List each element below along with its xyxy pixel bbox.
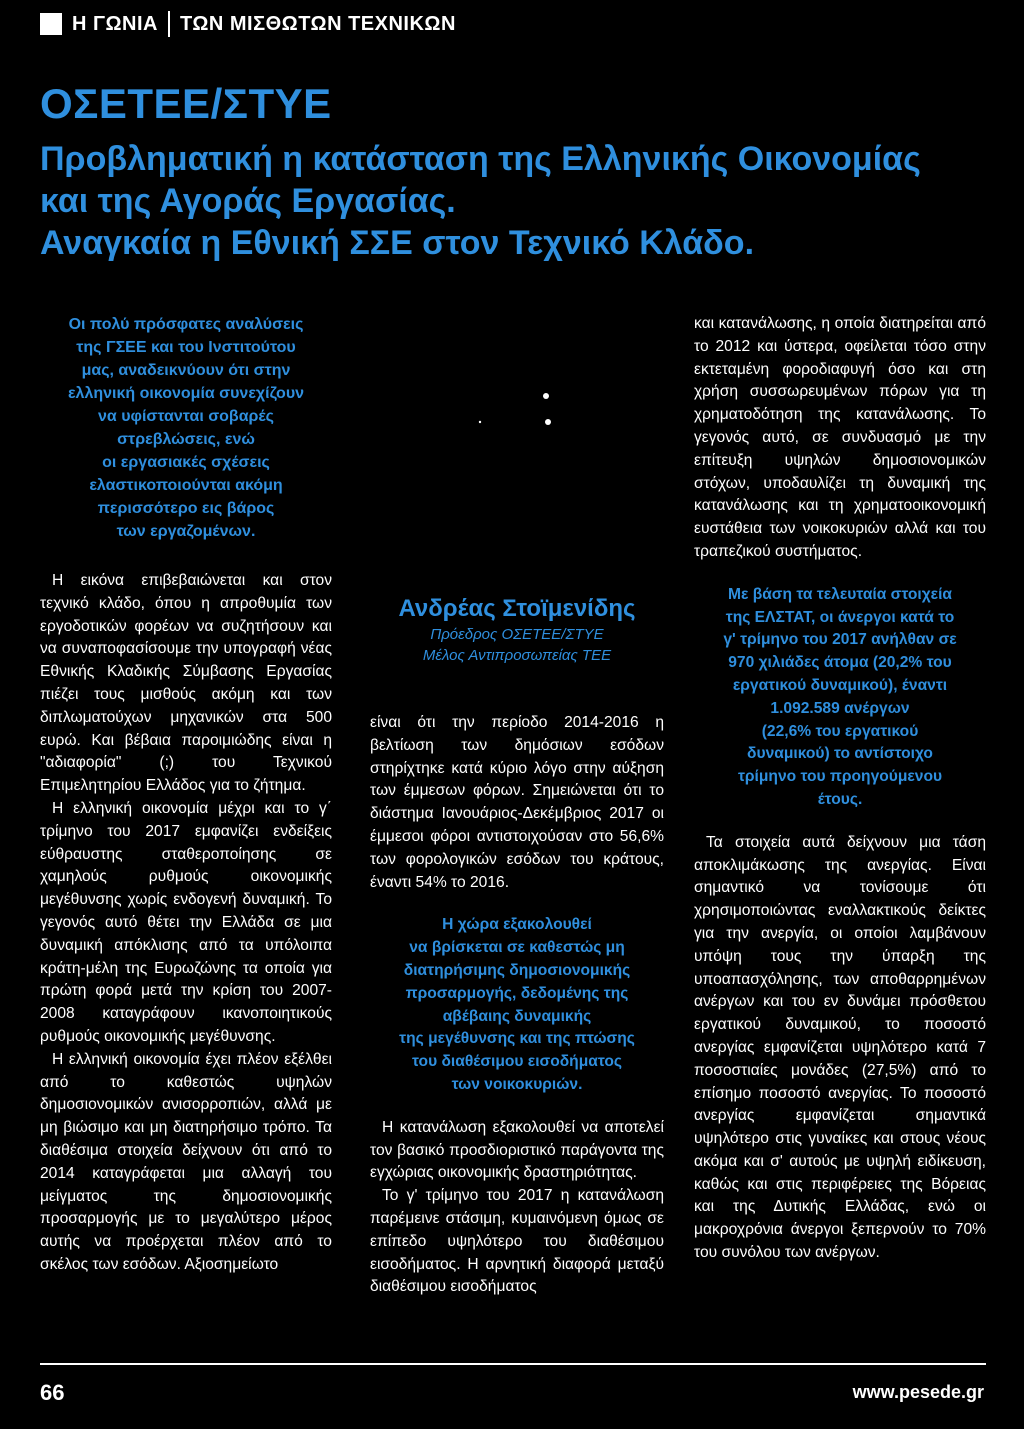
column-1 — [40, 570, 332, 1277]
body-paragraph: Η ελληνική οικονομία μέχρι και το γ΄ τρίμηνο του 2017 εμφανίζει ενδείξεις εύθραυστης σταθεροποίησης σε χαμηλούς ρυθμούς οικονομικής μεγέθυνσης χωρίς ενδογενή δυναμική. Το γεγονός αυτό θέτει την Ελλάδα σε μια δυναμική απόκλισης από τα υπόλοιπα κράτη-μέλη της Ευρωζώνης τα οποία για πρώτη φορά μετά την κρίση του 2007-2008 καταγράφουν ικανοποιητικούς ρυθμούς οικονομικής μεγέθυνσης. — [40, 799, 332, 1045]
headline-line: Αναγκαία η Εθνική ΣΣΕ στον Τεχνικό Κλάδο. — [40, 224, 755, 262]
body-paragraph: Η ελληνική οικονομία έχει πλέον εξέλθει από το καθεστώς υψηλών δημοσιονομικών ανισορροπιών, αλλά με μη βιώσιμο και μη διατηρήσιμο τρόπο. Τα διαθέσιμα στοιχεία δείχνουν ότι από το 2014 καταγράφεται μια αλλαγή του μείγματος της δημοσιονομικής προσαρμογής με το μεγαλύτερο μέρος αυτής να προέρχεται πλέον από το σκέλος των εσόδων. Αξιοσημείωτο — [40, 1050, 332, 1273]
pull-quote-line: των νοικοκυριών. — [451, 1075, 583, 1093]
section-label-left: Η ΓΩΝΙΑ — [72, 12, 158, 35]
pull-quote — [694, 584, 986, 812]
pull-quote-line: 1.092.589 ανέργων — [770, 699, 910, 717]
pull-quote-line: εργατικού δυναμικού), έναντι — [732, 676, 948, 694]
pull-quote-line: δυναμικού) το αντίστοιχο — [747, 745, 933, 763]
intro-line: στρεβλώσεις, ενώ — [117, 431, 255, 448]
headline — [40, 138, 980, 264]
pull-quote-line: προσαρμογής, δεδομένης της — [405, 984, 629, 1002]
pull-quote-line: διατηρήσιμης δημοσιονομικής — [403, 961, 631, 979]
pull-quote-line: της ΕΛΣΤΑΤ, οι άνεργοι κατά το — [725, 608, 955, 626]
body-paragraph: Η εικόνα επιβεβαιώνεται και στον τεχνικό κλάδο, όπου η απροθυμία των εργοδοτικών φορέων να συζητήσουν και να συναποφασίσουμε την υπογραφή νέας Εθνικής Κλαδικής Σύμβασης Εργασίας πιέζει τους μισθούς ακόμη και των διπλωματούχων μηχανικών στα 500 ευρώ. Και βέβαια παροιμιώδης είναι η "αδιαφορία" (;) του Τεχνικού Επιμελητηρίου Ελλάδος για το ζήτημα. — [40, 572, 332, 795]
intro-line: μας, αναδεικνύουν ότι στην — [81, 362, 291, 379]
pull-quote-line: της μεγέθυνσης και της πτώσης — [399, 1030, 635, 1048]
intro-line: της ΓΣΕΕ και του Ινστιτούτου — [76, 339, 296, 356]
headline-line: Προβληματική η κατάσταση της Ελληνικής Οικονομίας — [40, 140, 921, 178]
pull-quote-line: έτους. — [817, 790, 863, 808]
square-bullet-icon — [40, 13, 62, 35]
intro-line: Οι πολύ πρόσφατες αναλύσεις — [68, 316, 304, 333]
body-paragraph: Τα στοιχεία αυτά δείχνουν μια τάση αποκλιμάκωσης της ανεργίας. Είναι σημαντικό να τονίσουμε ότι χρησιμοποιώντας εναλλακτικούς δείκτες για την ανεργία, οι οποίοι λαμβάνουν υπόψη τους την ύπαρξη της υποαπασχόλησης, των αποθαρρημένων ανέργων και του εν δυνάμει πρόσθετου εργατικού δυναμικού, το ποσοστό ανεργίας εμφανίζεται υψηλότερο κατά 7 ποσοστιαίες μονάδες (27,5%) από το επίσημο ποσοστό ανεργίας. Το ποσοστό ανεργίας εμφανίζεται σημαντικά υψηλότερο στις γυναίκες και στους νέους ακόμα και σ' αυτούς με υψηλή ειδίκευση, καθώς και στις περιφέρειες της Βόρειας και της Δυτικής Ελλάδας, ενώ οι μακροχρόνια άνεργοι ξεπερνούν το 70% του συνόλου των ανέργων. — [694, 833, 986, 1262]
intro-line: περισσότερο εις βάρος — [97, 500, 275, 517]
intro-line: των εργαζομένων. — [116, 523, 256, 540]
pull-quote-line: γ' τρίμηνο του 2017 ανήλθαν σε — [723, 631, 957, 649]
column-2 — [370, 712, 664, 1299]
pull-quote-line: αβέβαιης δυναμικής — [442, 1007, 592, 1025]
author-block — [370, 594, 664, 666]
body-paragraph: Η κατανάλωση εξακολουθεί να αποτελεί τον βασικό προσδιοριστικό παράγοντα της εγχώριας οικονομικής δραστηριότητας. — [370, 1118, 664, 1182]
page-number: 66 — [40, 1380, 65, 1405]
author-photo-placeholder — [470, 378, 570, 458]
intro-line: ελληνική οικονομία συνεχίζουν — [67, 385, 305, 402]
body-paragraph: και κατανάλωσης, η οποία διατηρείται από το 2012 και ύστερα, οφείλεται τόσο στην εκτεταμένη φοροδιαφυγή όσο και στη χρήση συσσωρευμένων πόρων για τη χρηματοδότηση της κατανάλωσης. Το γεγονός αυτό, σε συνδυασμό με την επίτευξη υψηλών δημοσιονομικών στόχων, υποδαυλίζει τη δυναμική της κατανάλωσης και τη χρηματοοικονομική ευστάθεια των νοικοκυριών αλλά και του τραπεζικού συστήματος. — [694, 315, 986, 560]
website-link[interactable]: www.pesede.gr — [852, 1382, 984, 1402]
intro-line: οι εργασιακές σχέσεις — [102, 454, 270, 471]
divider — [168, 11, 170, 37]
headline-line: και της Αγοράς Εργασίας. — [40, 182, 456, 220]
section-header — [40, 8, 456, 40]
author-role: Μέλος Αντιπροσωπείας ΤΕΕ — [422, 647, 612, 664]
pull-quote-line: τρίμηνο του προηγούμενου — [737, 768, 943, 786]
pull-quote-line: να βρίσκεται σε καθεστώς μη — [409, 939, 625, 957]
body-paragraph: είναι ότι την περίοδο 2014-2016 η βελτίωση των δημόσιων εσόδων στηρίχτηκε κατά κύριο λόγο στην αύξηση των έμμεσων φόρων. Σημειώνεται ότι το διάστημα Ιανουάριος-Δεκέμβριος 2017 οι έμμεσοι φόροι αντιστοιχούσαν στο 56,6% των φορολογικών εσόδων του κράτους, έναντι 54% το 2016. — [370, 714, 664, 891]
pull-quote-line: του διαθέσιμου εισοδήματος — [412, 1053, 622, 1071]
pull-quote-line: Η χώρα εξακολουθεί — [442, 916, 592, 934]
pull-quote-line: 970 χιλιάδες άτομα (20,2% του — [728, 654, 952, 672]
pull-quote — [370, 914, 664, 1096]
pull-quote-line: Με βάση τα τελευταία στοιχεία — [727, 585, 952, 603]
org-title: ΟΣΕΤΕΕ/ΣΤΥΕ — [40, 80, 332, 127]
intro-line: να υφίστανται σοβαρές — [98, 408, 274, 425]
footer-divider — [40, 1363, 986, 1365]
pull-quote-line: (22,6% του εργατικού — [761, 722, 919, 740]
intro-line: ελαστικοποιούνται ακόμη — [89, 477, 283, 494]
intro-blurb — [40, 313, 332, 543]
author-name: Ανδρέας Στοϊμενίδης — [398, 595, 636, 622]
section-label-right: ΤΩΝ ΜΙΣΘΩΤΩΝ ΤΕΧΝΙΚΩΝ — [180, 12, 456, 35]
column-3 — [694, 313, 986, 1265]
body-paragraph: Το γ' τρίμηνο του 2017 η κατανάλωση παρέμεινε στάσιμη, κυμαινόμενη όμως σε επίπεδο υψηλότερο του διαθέσιμου εισοδήματος. Η αρνητική διαφορά μεταξύ διαθέσιμου εισοδήματος — [370, 1187, 664, 1296]
author-role: Πρόεδρος ΟΣΕΤΕΕ/ΣΤΥΕ — [430, 626, 604, 643]
